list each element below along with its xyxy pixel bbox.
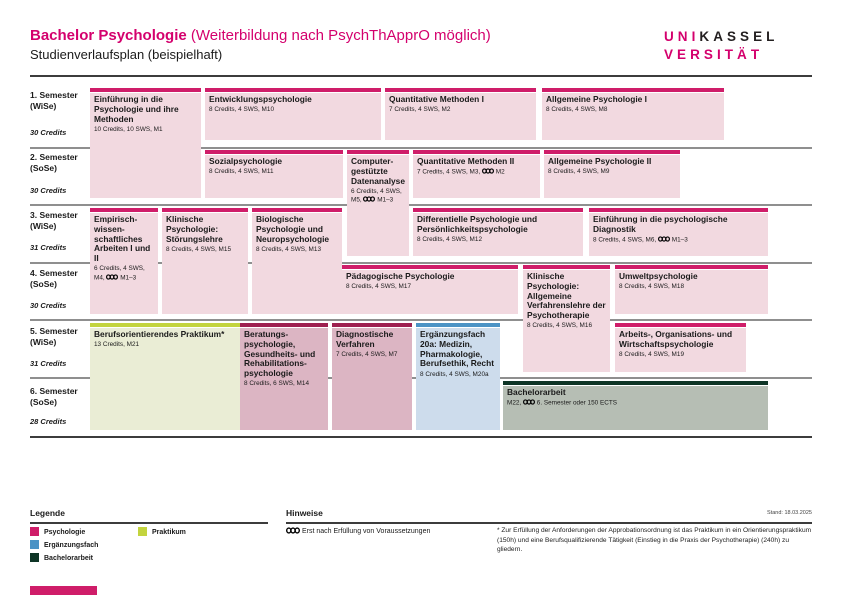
- module-arbeits-organisations-wirtschaftspsychologie: [615, 323, 746, 372]
- legend-label: Psychologie: [44, 529, 86, 536]
- psychologie-swatch-icon: [30, 527, 39, 536]
- legend-item-praktikum: [138, 527, 186, 536]
- praktikum-footnote: * Zur Erfüllung der Anforderungen der Approbationsordnung ist das Praktikum in ein Orientierungspraktikum (150h) und eine Berufsqualifizierende Tätigkeit (Einstieg in die Praxis der Psychotherapie) (240h) zu gliedern.: [497, 527, 812, 554]
- chain-prerequisite-icon: [523, 399, 535, 405]
- module-empirisch-wissenschaftliches-arbeiten: [90, 208, 158, 314]
- semester-term: (WiSe): [30, 221, 57, 232]
- module-details: 8 Credits, 4 SWS, M15: [166, 245, 231, 253]
- module-details: 8 Credits, 6 SWS, M14: [244, 380, 309, 388]
- module-allgemeine-psychologie-2: [544, 150, 680, 198]
- semester-term: (SoSe): [30, 397, 57, 408]
- page-title: [30, 27, 491, 44]
- bachelorarbeit-swatch-icon: [30, 553, 39, 562]
- module-body: [162, 213, 248, 314]
- semester-credits-6: 28 Credits: [30, 417, 67, 426]
- semester-number: 2. Semester: [30, 152, 78, 162]
- module-title: Entwicklungspsychologie: [209, 94, 312, 104]
- logo-kassel: KASSEL: [699, 29, 779, 44]
- module-quantitative-methoden-1: [385, 88, 536, 140]
- module-umweltpsychologie: [615, 265, 768, 314]
- semester-label-1: [30, 90, 88, 112]
- module-body: [416, 328, 500, 430]
- module-biologische-psychologie-neuropsychologie: [252, 208, 342, 314]
- module-title: Beratungs-psychologie, Gesundheits- und Rehabilitations-psychologie: [244, 329, 316, 378]
- module-details: 8 Credits, 4 SWS, M17: [346, 283, 411, 291]
- header-divider: [30, 75, 812, 77]
- module-body: [332, 328, 412, 430]
- semester-credits-4: 30 Credits: [30, 301, 67, 310]
- praktikum-swatch-icon: [138, 527, 147, 536]
- module-ergaenzungsfach-20a: [416, 323, 500, 430]
- module-body: [544, 155, 680, 198]
- module-details: 10 Credits, 10 SWS, M1: [94, 125, 163, 133]
- module-details: 6 Credits, 4 SWS, M5, M1–3: [351, 187, 402, 204]
- module-details: 7 Credits, 4 SWS, M3, M2: [417, 168, 505, 176]
- module-body: [615, 328, 746, 372]
- module-title: Einführung in die psychologische Diagnostik: [593, 214, 728, 234]
- module-body: [503, 386, 768, 430]
- module-title: Sozialpsychologie: [209, 156, 283, 166]
- semester-label-4: [30, 268, 88, 290]
- module-title: Klinische Psychologie: Allgemeine Verfahrenslehre der Psychotherapie: [527, 271, 606, 320]
- semester-term: (WiSe): [30, 337, 57, 348]
- module-details: 8 Credits, 4 SWS, M20a: [420, 370, 489, 378]
- semester-credits-3: 31 Credits: [30, 243, 67, 252]
- module-title: Einführung in die Psychologie und ihre Methoden: [94, 94, 179, 124]
- semester-term: (SoSe): [30, 279, 57, 290]
- module-differentielle-psychologie: [413, 208, 583, 256]
- legend-title: Legende: [30, 508, 65, 518]
- module-body: [90, 93, 201, 198]
- module-details: 8 Credits, 4 SWS, M13: [256, 245, 321, 253]
- page-subtitle: Studienverlaufsplan (beispielhaft): [30, 47, 223, 62]
- module-klinische-psychologie-verfahrenslehre: [523, 265, 610, 372]
- module-einfuehrung-psychologie-methoden: [90, 88, 201, 198]
- module-allgemeine-psychologie-1: [542, 88, 724, 140]
- module-beratungspsychologie: [240, 323, 328, 430]
- module-title: Biologische Psychologie und Neuropsychologie: [256, 214, 330, 244]
- semester-term: (SoSe): [30, 163, 57, 174]
- module-details: M22, 6. Semester oder 150 ECTS: [507, 399, 618, 407]
- legend-label: Ergänzungsfach: [44, 542, 99, 549]
- module-bachelorarbeit: [503, 381, 768, 430]
- module-details: 8 Credits, 4 SWS, M8: [546, 106, 608, 114]
- module-details: 8 Credits, 4 SWS, M11: [209, 168, 274, 176]
- prerequisite-note: [286, 527, 430, 535]
- module-paedagogische-psychologie: [342, 265, 518, 314]
- module-title: Bachelorarbeit: [507, 387, 566, 397]
- chain-prerequisite-icon: [658, 236, 670, 242]
- module-details: 8 Credits, 4 SWS, M12: [417, 236, 482, 243]
- module-details: 8 Credits, 4 SWS, M18: [619, 283, 684, 291]
- logo-line-1: [664, 28, 778, 46]
- module-title: Diagnostische Verfahren: [336, 329, 394, 349]
- module-title: Allgemeine Psychologie I: [546, 94, 647, 104]
- chain-prerequisite-icon: [106, 274, 118, 280]
- semester-credits-5: 31 Credits: [30, 359, 67, 368]
- chain-prerequisite-icon: [482, 168, 494, 174]
- semester-term: (WiSe): [30, 101, 57, 112]
- module-sozialpsychologie: [205, 150, 343, 198]
- module-body: [90, 328, 246, 430]
- module-body: [240, 328, 328, 430]
- module-body: [385, 93, 536, 140]
- plan-bottom-divider: [30, 436, 812, 438]
- row-separator: [30, 319, 812, 321]
- chain-prerequisite-icon: [363, 196, 375, 202]
- hinweise-title: Hinweise: [286, 508, 323, 518]
- module-title: Ergänzungsfach 20a: Medizin, Pharmakologie, Berufsethik, Recht: [420, 329, 494, 369]
- module-details: 7 Credits, 4 SWS, M7: [336, 351, 398, 358]
- module-berufsorientierendes-praktikum: [90, 323, 246, 430]
- module-details: 8 Credits, 4 SWS, M19: [619, 351, 684, 358]
- module-diagnostische-verfahren: [332, 323, 412, 430]
- legend-item-psychologie: [30, 527, 85, 536]
- module-body: [90, 213, 158, 314]
- semester-label-2: [30, 152, 88, 174]
- module-title: Arbeits-, Organisations- und Wirtschaftspsychologie: [619, 329, 733, 349]
- module-entwicklungspsychologie: [205, 88, 381, 140]
- module-details: 8 Credits, 4 SWS, M6, M1–3: [593, 236, 688, 244]
- semester-credits-1: 30 Credits: [30, 128, 67, 137]
- module-klinische-psychologie-stoerungslehre: [162, 208, 248, 314]
- module-title: Empirisch-wissen-schaftliches Arbeiten I und II: [94, 214, 151, 263]
- module-body: [413, 213, 583, 256]
- module-title: Quantitative Methoden II: [417, 156, 515, 166]
- chain-prerequisite-icon: [286, 527, 300, 534]
- semester-label-3: [30, 210, 88, 232]
- module-title: Pädagogische Psychologie: [346, 271, 455, 281]
- module-title: Berufsorientierendes Praktikum*: [94, 329, 225, 339]
- legend-label: Bachelorarbeit: [44, 555, 94, 562]
- logo-uni: UNI: [664, 29, 700, 44]
- semester-number: 1. Semester: [30, 90, 78, 100]
- semester-label-6: [30, 386, 88, 408]
- module-body: [615, 270, 768, 314]
- degree-title-suffix: (Weiterbildung nach PsychThApprO möglich): [186, 27, 491, 44]
- module-einfuehrung-psychologische-diagnostik: [589, 208, 768, 256]
- module-details: 6 Credits, 4 SWS, M4, M1–3: [94, 265, 145, 282]
- module-body: [205, 155, 343, 198]
- module-body: [347, 155, 409, 256]
- semester-credits-2: 30 Credits: [30, 186, 67, 195]
- module-details: 8 Credits, 4 SWS, M9: [548, 168, 610, 176]
- row-separator: [30, 204, 812, 206]
- logo-line-2: VERSITÄT: [664, 46, 764, 62]
- prerequisite-note-text: Erst nach Erfüllung von Voraussetzungen: [301, 528, 431, 535]
- degree-title: Bachelor Psychologie: [30, 27, 187, 44]
- semester-label-5: [30, 326, 88, 348]
- semester-number: 4. Semester: [30, 268, 78, 278]
- legend-item-bachelorarbeit: [30, 553, 93, 562]
- module-body: [523, 270, 610, 372]
- module-computergestuetzte-datenanalyse: [347, 150, 409, 256]
- legend-divider: [30, 522, 268, 524]
- module-title: Klinische Psychologie: Störungslehre: [166, 214, 223, 244]
- module-details: 8 Credits, 4 SWS, M16: [527, 322, 592, 330]
- module-details: 7 Credits, 4 SWS, M2: [389, 106, 451, 114]
- module-details: 8 Credits, 4 SWS, M10: [209, 106, 274, 114]
- semester-number: 3. Semester: [30, 210, 78, 220]
- semester-number: 6. Semester: [30, 386, 78, 396]
- semester-number: 5. Semester: [30, 326, 78, 336]
- module-body: [542, 93, 724, 140]
- uni-kassel-logo: [664, 28, 778, 63]
- module-title: Quantitative Methoden I: [389, 94, 484, 104]
- module-body: [252, 213, 342, 314]
- module-body: [342, 270, 518, 314]
- version-stamp: Stand: 18.03.2025: [767, 510, 812, 516]
- hinweise-divider: [286, 522, 812, 524]
- module-quantitative-methoden-2: [413, 150, 540, 198]
- legend-label: Praktikum: [152, 529, 186, 536]
- module-title: Umweltpsychologie: [619, 271, 698, 281]
- footer-accent-bar: [30, 586, 97, 595]
- module-body: [205, 93, 381, 140]
- module-title: Allgemeine Psychologie II: [548, 156, 652, 166]
- ergaenzungsfach-swatch-icon: [30, 540, 39, 549]
- legend-item-ergaenzungsfach: [30, 540, 98, 549]
- module-title: Differentielle Psychologie und Persönlichkeitspsychologie: [417, 214, 538, 234]
- module-body: [413, 155, 540, 198]
- module-title: Computer-gestützte Datenanalyse: [351, 156, 405, 186]
- module-body: [589, 213, 768, 256]
- module-details: 13 Credits, M21: [94, 341, 140, 349]
